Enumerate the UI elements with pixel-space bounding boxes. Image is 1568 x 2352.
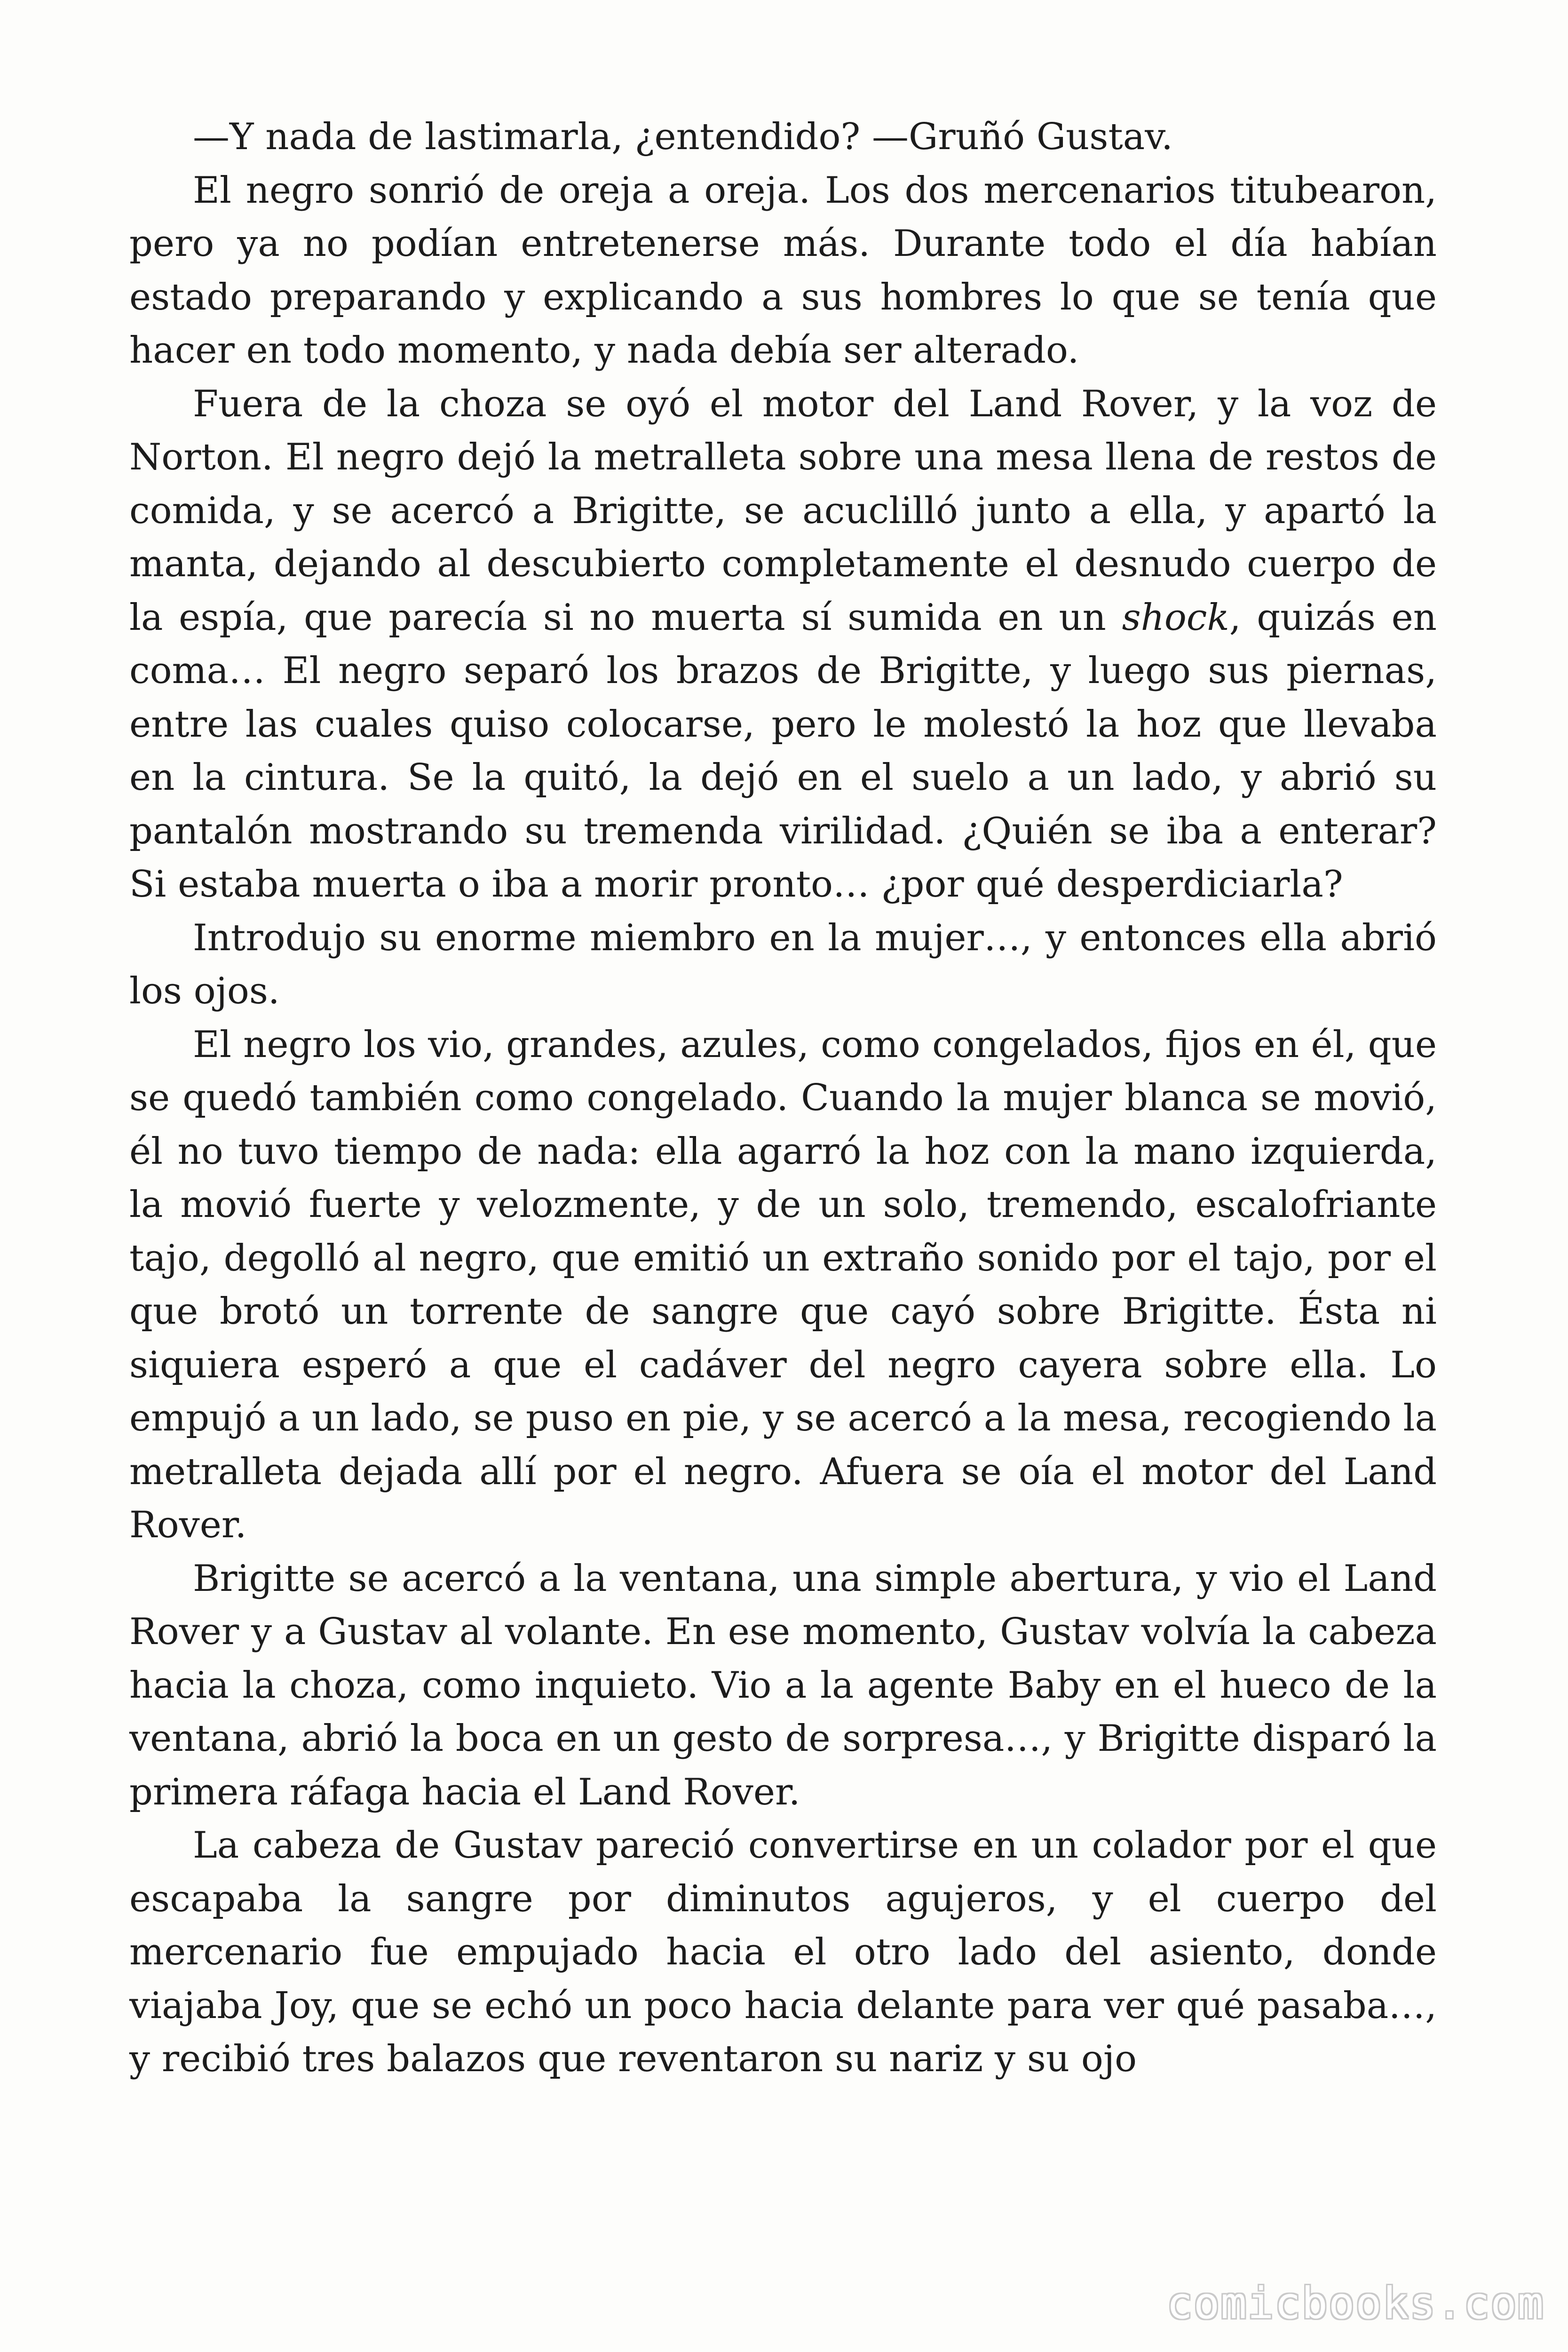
paragraph-6: Brigitte se acercó a la ventana, una simple abertura, y vio el Land Rover y a Gustav al volante. En ese momento, Gustav volvía la cabeza hacia la choza, como inquieto. Vio a la agente Baby en el hueco de la ventana, abrió la boca en un gesto de sorpresa…, y Brigitte disparó la primera ráfaga hacia el Land Rover.	[129, 1557, 1437, 1813]
watermark: comicbooks.com	[1166, 2278, 1544, 2328]
paragraph-4: Introdujo su enorme miembro en la mujer…, y entonces ella abrió los ojos.	[129, 916, 1437, 1012]
paragraph-5: El negro los vio, grandes, azules, como congelados, fijos en él, que se quedó también como congelado. Cuando la mujer blanca se movió, él no tuvo tiempo de nada: ella agarró la hoz con la mano izquierda, la movió fuerte y velozmente, y de un solo, tremendo, escalofriante tajo, degolló al negro, que emitió un extraño sonido por el tajo, por el que brotó un torrente de sangre que cayó sobre Brigitte. Ésta ni siquiera esperó a que el cadáver del negro cayera sobre ella. Lo empujó a un lado, se puso en pie, y se acercó a la mesa, recogiendo la metralleta dejada allí por el negro. Afuera se oía el motor del Land Rover.	[129, 1023, 1437, 1546]
page-body	[129, 111, 1437, 2086]
paragraph-1: —Y nada de lastimarla, ¿entendido? —Gruñó Gustav.	[193, 116, 1173, 158]
paragraph-7: La cabeza de Gustav pareció convertirse en un colador por el que escapaba la sangre por diminutos agujeros, y el cuerpo del mercenario fue empujado hacia el otro lado del asiento, donde viajaba Joy, que se echó un poco hacia delante para ver qué pasaba…, y recibió tres balazos que reventaron su nariz y su ojo	[129, 1824, 1437, 2080]
italic-word: shock	[1122, 596, 1229, 639]
paragraph-3	[129, 378, 1437, 912]
paragraph-2: El negro sonrió de oreja a oreja. Los dos mercenarios titubearon, pero ya no podían entretenerse más. Durante todo el día habían estado preparando y explicando a sus hombres lo que se tenía que hacer en todo momento, y nada debía ser alterado.	[129, 169, 1437, 372]
paragraph-3-part-2: , quizás en coma… El negro separó los brazos de Brigitte, y luego sus piernas, entre las cuales quiso colocarse, pero le molestó la hoz que llevaba en la cintura. Se la quitó, la dejó en el suelo a un lado, y abrió su pantalón mostrando su tremenda virilidad. ¿Quién se iba a enterar? Si estaba muerta o iba a morir pronto… ¿por qué desperdiciarla?	[129, 596, 1437, 906]
paragraph-3-part-1: Fuera de la choza se oyó el motor del Land Rover, y la voz de Norton. El negro dejó la metralleta sobre una mesa llena de restos de comida, y se acercó a Brigitte, se acuclilló junto a ella, y apartó la manta, dejando al descubierto completamente el desnudo cuerpo de la espía, que parecía si no muerta sí sumida en un	[129, 382, 1437, 639]
